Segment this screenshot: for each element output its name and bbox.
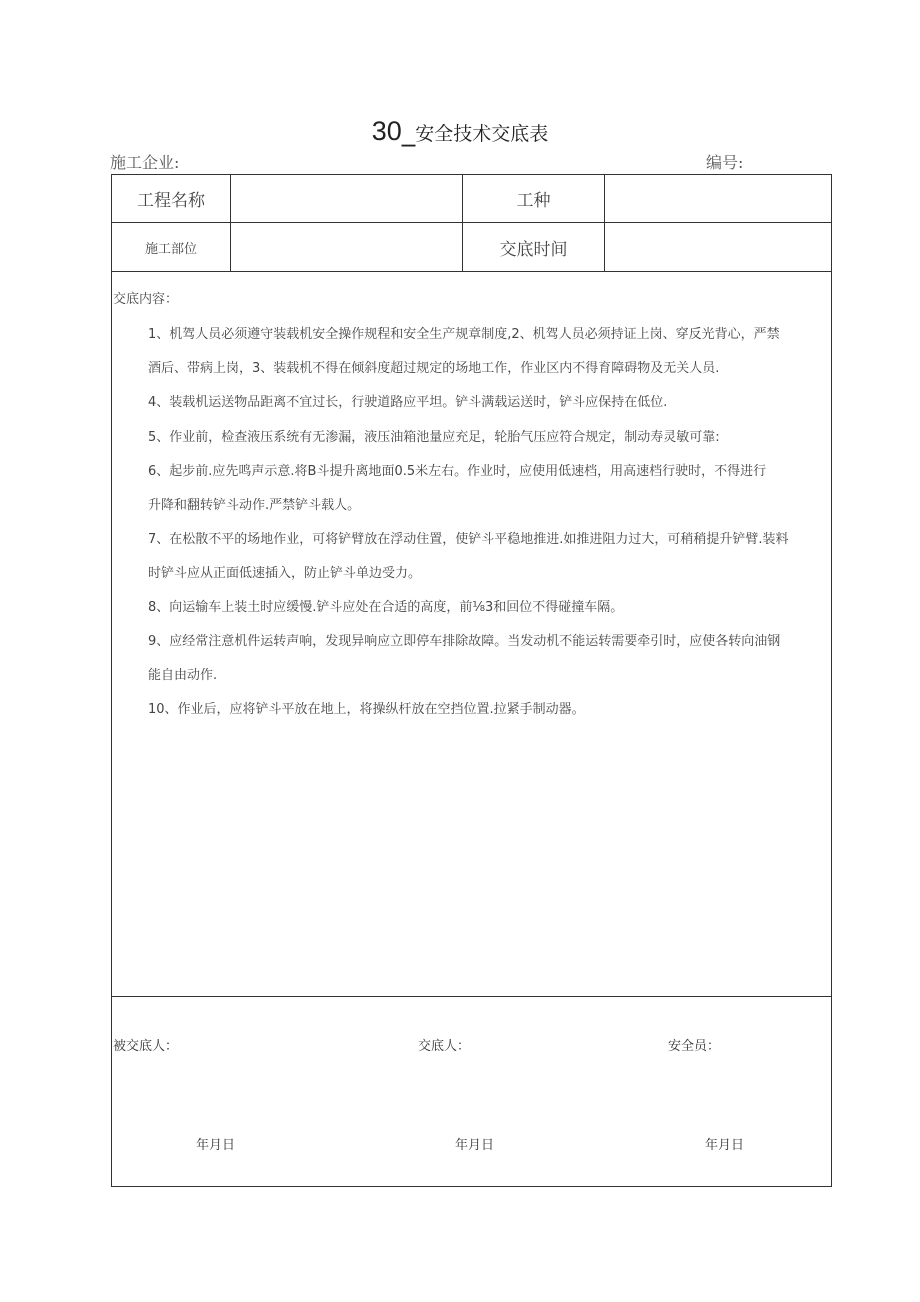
content-line: 8、向运输车上装土时应缓慢.铲斗应处在合适的高度，前⅛3和回位不得碰撞车隔。 — [148, 600, 624, 615]
title-number: 30 — [371, 116, 402, 146]
receiver-date: 年月日 — [196, 1138, 236, 1153]
serial-number-label: 编号: — [706, 153, 744, 172]
content-line: 10、作业后，应将铲斗平放在地上，将操纵杆放在空挡位置.拉紧手制动器。 — [148, 702, 585, 717]
content-heading: 交底内容： — [113, 292, 179, 307]
briefer-label: 交底人： — [418, 1039, 471, 1054]
title-separator: _ — [401, 116, 416, 147]
content-line: 7、在松散不平的场地作业，可将铲臂放在浮动住置，使铲斗平稳地推进.如推进阻力过大，可稍稍提升铲臂.装料 — [148, 532, 789, 547]
project-name-field[interactable] — [231, 175, 462, 222]
receiver-label: 被交底人： — [113, 1039, 179, 1054]
content-line: 1、机驾人员必须遵守装载机安全操作规程和安全生产规章制度,2、机驾人员必须持证上岗、穿反光背心，严禁 — [148, 327, 780, 342]
project-name-label: 工程名称 — [137, 191, 205, 211]
content-line: 升降和翻转铲斗动作.严禁铲斗载人。 — [148, 498, 361, 513]
work-type-field[interactable] — [605, 175, 831, 222]
company-label: 施工企业: — [110, 153, 180, 172]
row-divider — [111, 271, 832, 272]
safety-officer-label: 安全员： — [668, 1039, 721, 1054]
location-field[interactable] — [231, 223, 462, 271]
briefer-date: 年月日 — [455, 1138, 495, 1153]
briefing-time-label: 交底时间 — [499, 239, 568, 260]
content-line: 6、起步前.应先鸣声示意.将B斗提升离地面0.5米左右。作业时，应使用低速档，用高速档行驶时，不得进行 — [148, 464, 767, 479]
document-title — [0, 116, 920, 147]
content-line: 酒后、带病上岗，3、装载机不得在倾斜度超过规定的场地工作，作业区内不得育障碍物及无关人员. — [148, 361, 720, 376]
content-bottom-divider — [111, 996, 832, 997]
content-line: 能自由动作. — [148, 668, 218, 683]
title-text: 安全技术交底表 — [415, 123, 549, 145]
content-line: 5、作业前，检查液压系统有无渗漏，液压油箱池量应充足，轮胎气压应符合规定，制动寿灵敏可靠: — [148, 430, 720, 445]
briefing-time-field[interactable] — [605, 223, 831, 271]
location-label: 施工部位 — [144, 241, 197, 257]
work-type-label: 工种 — [516, 191, 551, 211]
content-line: 时铲斗应从正面低速插入，防止铲斗单边受力。 — [148, 566, 422, 581]
safety-officer-date: 年月日 — [705, 1138, 745, 1153]
content-line: 4、装载机运送物品距离不宜过长，行驶道路应平坦。铲斗满载运送时，铲斗应保持在低位. — [148, 395, 668, 410]
content-line: 9、应经常注意机件运转声响，发现异响应立即停车排除故障。当发动机不能运转需要牵引时，应使各转向油钢 — [148, 634, 781, 649]
